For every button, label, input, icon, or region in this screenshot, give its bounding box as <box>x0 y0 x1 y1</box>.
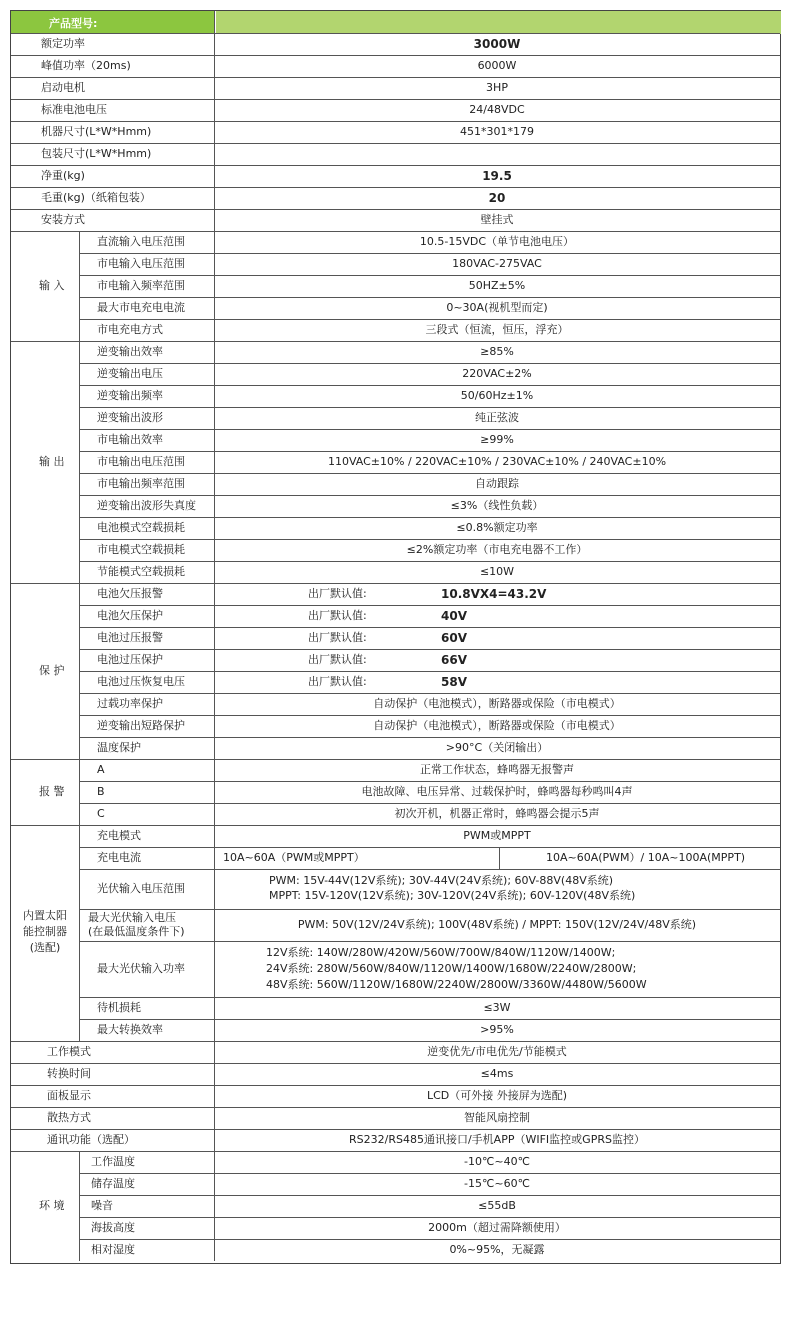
environment-value: -15℃~60℃ <box>464 1177 530 1190</box>
output-value: ≤2%额定功率（市电充电器不工作） <box>406 543 588 556</box>
row-divider <box>11 121 780 122</box>
row-divider <box>11 209 780 210</box>
output-value: 220VAC±2% <box>462 367 532 380</box>
output-value: ≤3%（线性负载） <box>450 499 544 512</box>
row-divider <box>79 997 780 998</box>
spec-value: 3000W <box>473 37 521 51</box>
protection-value: 58V <box>441 675 467 689</box>
row-divider <box>79 781 780 782</box>
row-divider <box>11 99 780 100</box>
row-divider <box>11 825 780 826</box>
row-divider <box>79 803 780 804</box>
default-label: 出厂默认值: <box>308 653 367 666</box>
environment-value: -10℃~40℃ <box>464 1155 530 1168</box>
output-value: ≤0.8%额定功率 <box>456 521 538 534</box>
misc-label: 通讯功能（选配） <box>47 1133 135 1146</box>
pv-range-label: 光伏输入电压范围 <box>97 882 185 895</box>
spec-value: 19.5 <box>482 169 512 183</box>
input-value: 180VAC-275VAC <box>452 257 542 270</box>
protection-category: 保 护 <box>39 664 65 677</box>
row-divider <box>79 429 780 430</box>
row-divider <box>11 165 780 166</box>
row-divider <box>79 1195 780 1196</box>
spec-label: 安装方式 <box>41 213 85 226</box>
environment-label: 储存温度 <box>91 1177 135 1190</box>
protection-label: 电池过压报警 <box>97 631 163 644</box>
protection-label: 电池过压恢复电压 <box>97 675 185 688</box>
environment-label: 噪音 <box>91 1199 113 1212</box>
charge-current-label: 充电电流 <box>97 851 141 864</box>
max-pv-voltage-label: 最大光伏输入电压 <box>88 911 176 924</box>
protection-value: 自动保护（电池模式），断路器或保险（市电模式） <box>373 719 621 732</box>
output-label: 节能模式空载损耗 <box>97 565 185 578</box>
solar-category: (选配) <box>29 941 61 954</box>
efficiency-value: >95% <box>480 1023 514 1036</box>
default-label: 出厂默认值: <box>308 675 367 688</box>
column-divider <box>214 759 215 825</box>
input-label: 市电充电方式 <box>97 323 163 336</box>
misc-value: ≤4ms <box>480 1067 514 1080</box>
output-value: ≤10W <box>479 565 515 578</box>
output-value: ≥85% <box>480 345 514 358</box>
protection-value: >90°C（关闭输出） <box>445 741 549 754</box>
row-divider <box>11 55 780 56</box>
spec-table <box>10 10 781 1264</box>
misc-label: 工作模式 <box>47 1045 91 1058</box>
row-divider <box>79 473 780 474</box>
protection-value: 10.8VX4=43.2V <box>441 587 547 601</box>
alarm-value: 初次开机，机器正常时，蜂鸣器会提示5声 <box>394 807 600 820</box>
output-label: 逆变输出波形 <box>97 411 163 424</box>
alarm-label: C <box>97 807 105 820</box>
misc-value: RS232/RS485通讯接口/手机APP（WIFI监控或GPRS监控） <box>349 1133 645 1146</box>
protection-label: 温度保护 <box>97 741 141 754</box>
spec-value: 壁挂式 <box>480 213 514 226</box>
spec-label: 机器尺寸(L*W*Hmm) <box>41 125 152 138</box>
row-divider <box>11 583 780 584</box>
output-value: 110VAC±10% / 220VAC±10% / 230VAC±10% / 240VAC±10% <box>327 455 667 468</box>
row-divider <box>11 231 780 232</box>
output-value: 自动跟踪 <box>475 477 519 490</box>
solar-category: 内置太阳 <box>23 909 67 922</box>
row-divider <box>79 671 780 672</box>
environment-value: 0%~95%，无凝露 <box>449 1243 545 1256</box>
protection-label: 电池过压保护 <box>97 653 163 666</box>
default-label: 出厂默认值: <box>308 609 367 622</box>
spec-value: 6000W <box>477 59 517 72</box>
row-divider <box>79 275 780 276</box>
column-divider <box>79 825 80 1041</box>
row-divider <box>79 627 780 628</box>
column-divider <box>214 1041 215 1151</box>
charge-mode-value: PWM或MPPT <box>463 829 531 842</box>
environment-category: 环 境 <box>39 1199 65 1212</box>
row-divider <box>79 451 780 452</box>
header-bar <box>11 11 215 34</box>
output-label: 逆变输出波形失真度 <box>97 499 196 512</box>
pv-range-line: PWM: 15V-44V(12V系统); 30V-44V(24V系统); 60V-88V(48V系统) <box>269 874 614 887</box>
alarm-label: A <box>97 763 105 776</box>
row-divider <box>79 495 780 496</box>
row-divider <box>11 1151 780 1152</box>
misc-label: 面板显示 <box>47 1089 91 1102</box>
misc-value: LCD（可外接 外接屏为选配) <box>426 1089 568 1102</box>
row-divider <box>11 33 780 34</box>
row-divider <box>11 1041 780 1042</box>
standby-value: ≤3W <box>483 1001 511 1014</box>
protection-value: 66V <box>441 653 467 667</box>
row-divider <box>79 715 780 716</box>
row-divider <box>11 187 780 188</box>
protection-label: 过载功率保护 <box>97 697 163 710</box>
misc-label: 散热方式 <box>47 1111 91 1124</box>
row-divider <box>79 649 780 650</box>
output-category: 输 出 <box>39 455 65 468</box>
output-label: 市电输出电压范围 <box>97 455 185 468</box>
spec-label: 净重(kg) <box>41 169 85 182</box>
row-divider <box>79 253 780 254</box>
spec-label: 标准电池电压 <box>41 103 107 116</box>
column-divider <box>214 1151 215 1261</box>
row-divider <box>79 869 780 870</box>
solar-category: 能控制器 <box>23 925 67 938</box>
spec-label: 额定功率 <box>41 37 85 50</box>
row-divider <box>79 1239 780 1240</box>
row-divider <box>79 539 780 540</box>
output-label: 逆变输出电压 <box>97 367 163 380</box>
pv-range-line: MPPT: 15V-120V(12V系统); 30V-120V(24V系统); 60V-120V(48V系统) <box>269 889 636 902</box>
max-pv-power-line: 24V系统: 280W/560W/840W/1120W/1400W/1680W/2240W/2800W; <box>266 962 637 975</box>
row-divider <box>79 941 780 942</box>
row-divider <box>11 341 780 342</box>
input-label: 最大市电充电电流 <box>97 301 185 314</box>
efficiency-label: 最大转换效率 <box>97 1023 163 1036</box>
spec-label: 包装尺寸(L*W*Hmm) <box>41 147 152 160</box>
environment-label: 工作温度 <box>91 1155 135 1168</box>
spec-value: 3HP <box>486 81 508 94</box>
charge-mode-label: 充电模式 <box>97 829 141 842</box>
input-value: 三段式（恒流，恒压，浮充） <box>425 323 569 336</box>
protection-value: 自动保护（电池模式），断路器或保险（市电模式） <box>373 697 621 710</box>
row-divider <box>79 363 780 364</box>
protection-label: 电池欠压保护 <box>97 609 163 622</box>
row-divider <box>79 407 780 408</box>
output-value: 纯正弦波 <box>475 411 519 424</box>
max-pv-power-label: 最大光伏输入功率 <box>97 962 185 975</box>
row-divider <box>11 1063 780 1064</box>
column-divider <box>214 341 215 583</box>
spec-label: 毛重(kg)（纸箱包装） <box>41 191 151 204</box>
row-divider <box>79 561 780 562</box>
output-label: 逆变输出效率 <box>97 345 163 358</box>
input-category: 输 入 <box>39 279 65 292</box>
spec-label: 峰值功率（20ms) <box>41 59 131 72</box>
column-divider <box>499 847 500 869</box>
output-label: 电池模式空载损耗 <box>97 521 185 534</box>
row-divider <box>79 385 780 386</box>
max-pv-voltage-value: PWM: 50V(12V/24V系统); 100V(48V系统) / MPPT: 150V(12V/24V/48V系统) <box>297 918 697 931</box>
column-divider <box>79 759 80 825</box>
output-label: 市电模式空载损耗 <box>97 543 185 556</box>
row-divider <box>79 847 780 848</box>
column-divider <box>79 341 80 583</box>
input-label: 直流输入电压范围 <box>97 235 185 248</box>
protection-value: 60V <box>441 631 467 645</box>
row-divider <box>79 605 780 606</box>
column-divider <box>79 1151 80 1261</box>
environment-label: 相对湿度 <box>91 1243 135 1256</box>
column-divider <box>214 33 215 231</box>
input-value: 50HZ±5% <box>468 279 526 292</box>
max-pv-power-line: 12V系统: 140W/280W/420W/560W/700W/840W/1120W/1400W; <box>266 946 616 959</box>
row-divider <box>79 319 780 320</box>
alarm-label: B <box>97 785 105 798</box>
misc-value: 智能风扇控制 <box>464 1111 530 1124</box>
alarm-value: 电池故障、电压异常、过载保护时，蜂鸣器每秒鸣叫4声 <box>361 785 633 798</box>
row-divider <box>11 143 780 144</box>
output-label: 逆变输出频率 <box>97 389 163 402</box>
input-value: 0~30A(视机型而定) <box>446 301 548 314</box>
row-divider <box>79 1173 780 1174</box>
misc-value: 逆变优先/市电优先/节能模式 <box>427 1045 567 1058</box>
row-divider <box>11 759 780 760</box>
environment-value: 2000m（超过需降额使用） <box>428 1221 566 1234</box>
row-divider <box>11 77 780 78</box>
column-divider <box>214 231 215 341</box>
output-value: 50/60Hz±1% <box>460 389 534 402</box>
charge-current-left: 10A~60A（PWM或MPPT） <box>223 851 365 864</box>
environment-value: ≤55dB <box>478 1199 516 1212</box>
column-divider <box>214 583 215 759</box>
column-divider <box>214 11 215 33</box>
default-label: 出厂默认值: <box>308 587 367 600</box>
row-divider <box>79 1019 780 1020</box>
charge-current-right: 10A~60A(PWM）/ 10A~100A(MPPT) <box>546 851 746 864</box>
input-label: 市电输入频率范围 <box>97 279 185 292</box>
standby-label: 待机损耗 <box>97 1001 141 1014</box>
alarm-category: 报 警 <box>39 785 65 798</box>
misc-label: 转换时间 <box>47 1067 91 1080</box>
output-label: 市电输出频率范围 <box>97 477 185 490</box>
output-value: ≥99% <box>480 433 514 446</box>
model-value-cell <box>216 11 781 34</box>
protection-label: 逆变输出短路保护 <box>97 719 185 732</box>
environment-label: 海拔高度 <box>91 1221 135 1234</box>
protection-value: 40V <box>441 609 467 623</box>
row-divider <box>79 909 780 910</box>
default-label: 出厂默认值: <box>308 631 367 644</box>
spec-value: 20 <box>488 191 506 205</box>
row-divider <box>79 517 780 518</box>
column-divider <box>79 583 80 759</box>
column-divider <box>79 231 80 341</box>
row-divider <box>79 693 780 694</box>
row-divider <box>11 1129 780 1130</box>
row-divider <box>11 1085 780 1086</box>
output-label: 市电输出效率 <box>97 433 163 446</box>
column-divider <box>214 825 215 1041</box>
protection-label: 电池欠压报警 <box>97 587 163 600</box>
row-divider <box>79 737 780 738</box>
input-label: 市电输入电压范围 <box>97 257 185 270</box>
spec-value: 24/48VDC <box>469 103 525 116</box>
row-divider <box>79 297 780 298</box>
alarm-value: 正常工作状态，蜂鸣器无报警声 <box>420 763 574 776</box>
spec-value: 451*301*179 <box>460 125 534 138</box>
max-pv-voltage-label: (在最低温度条件下) <box>88 925 185 938</box>
spec-label: 启动电机 <box>41 81 85 94</box>
model-label: 产品型号: <box>49 17 98 30</box>
input-value: 10.5-15VDC（单节电池电压） <box>419 235 575 248</box>
row-divider <box>79 1217 780 1218</box>
max-pv-power-line: 48V系统: 560W/1120W/1680W/2240W/2800W/3360W/4480W/5600W <box>266 978 647 991</box>
row-divider <box>11 1107 780 1108</box>
